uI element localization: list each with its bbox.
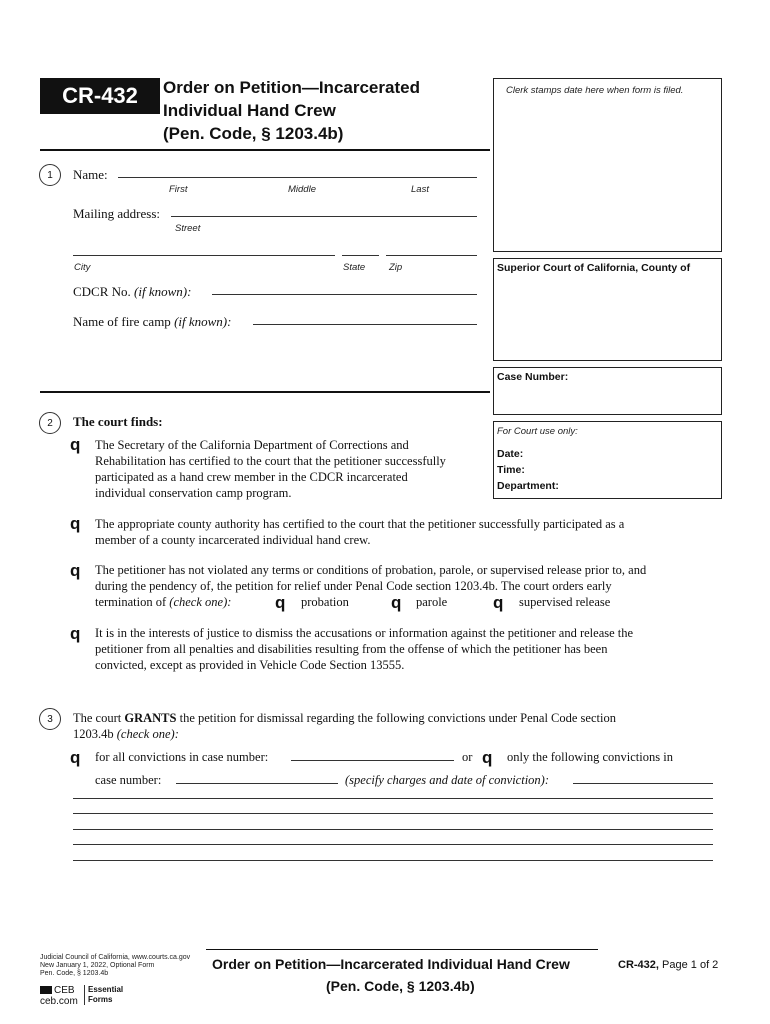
finding-2-checkbox[interactable]: q: [70, 514, 81, 533]
cdcr-input[interactable]: [212, 294, 477, 295]
finding-3-line1: The petitioner has not violated any terms or conditions of probation, parole, or supervised release prior to, and: [95, 563, 647, 577]
essential-forms-logo: [84, 985, 123, 1005]
footer-form-number: CR-432,: [618, 959, 659, 971]
name-input[interactable]: [118, 177, 477, 178]
probation-label: probation: [301, 595, 349, 609]
finding-3-checkbox[interactable]: q: [70, 561, 81, 580]
case-number-label: Case Number:: [497, 371, 569, 383]
finding-4-checkbox[interactable]: q: [70, 624, 81, 643]
finding-2-text: [95, 516, 715, 548]
name-label: Name:: [73, 167, 108, 182]
state-input[interactable]: [342, 255, 379, 256]
mailing-address-label: Mailing address:: [73, 206, 161, 221]
supervised-release-checkbox[interactable]: q: [493, 593, 504, 612]
finding-1-line1: The Secretary of the California Department of Corrections and: [95, 438, 409, 452]
all-convictions-label: for all convictions in case number:: [95, 750, 269, 764]
header-divider: [40, 149, 490, 151]
case-number-line-label: case number:: [95, 773, 162, 787]
finding-2-line2: member of a county incarcerated individual hand crew.: [95, 533, 371, 547]
grants-check-one: (check one):: [116, 727, 179, 741]
court-use-date: Date:: [497, 448, 524, 460]
finding-4-line3: convicted, except as provided in Vehicle Code Section 13555.: [95, 658, 405, 672]
grants-text: [73, 710, 713, 742]
form-title-line2: Individual Hand Crew: [163, 101, 336, 120]
parole-label: parole: [416, 595, 448, 609]
section-2-number: 2: [39, 412, 61, 434]
form-title-line1: Order on Petition—Incarcerated: [163, 78, 420, 97]
middle-caption: Middle: [288, 184, 316, 195]
fire-camp-if-known: (if known):: [174, 314, 232, 329]
finding-3-termination-prefix: termination of: [95, 595, 167, 609]
probation-checkbox[interactable]: q: [275, 593, 286, 612]
specify-charges-input[interactable]: [573, 783, 713, 784]
court-use-label: For Court use only:: [497, 426, 578, 437]
jc-line2: New January 1, 2022, Optional Form: [40, 962, 155, 969]
section-1-divider: [40, 391, 490, 393]
zip-caption: Zip: [389, 262, 403, 273]
all-convictions-case-input[interactable]: [291, 760, 454, 761]
first-caption: First: [169, 184, 188, 195]
forms-text: Forms: [88, 995, 113, 1004]
form-title: [163, 76, 420, 145]
city-caption: City: [74, 262, 91, 273]
only-following-checkbox[interactable]: q: [482, 748, 493, 767]
all-convictions-checkbox[interactable]: q: [70, 748, 81, 767]
finding-1-line3: participated as a hand crew member in the CDCR incarcerated: [95, 470, 408, 484]
cdcr-label-text: CDCR No.: [73, 284, 131, 299]
cdcr-label: [73, 284, 191, 300]
charges-line-4[interactable]: [73, 844, 713, 845]
finding-4-line1: It is in the interests of justice to dismiss the accusations or information against the petitioner and release the: [95, 626, 634, 640]
specific-case-number-input[interactable]: [176, 783, 338, 784]
footer-divider: [206, 949, 598, 950]
superior-court-box[interactable]: [493, 258, 722, 361]
finding-1-line4: individual conservation camp program.: [95, 486, 292, 500]
superior-court-label: Superior Court of California, County of: [497, 262, 691, 274]
grants-section: 1203.4b: [73, 727, 114, 741]
ceb-logo-mark: [40, 985, 78, 996]
jc-line3: Pen. Code, § 1203.4b: [40, 970, 109, 977]
grants-pre: The court: [73, 711, 122, 725]
finding-1-line2: Rehabilitation has certified to the court that the petitioner successfully: [95, 454, 446, 468]
charges-line-1[interactable]: [73, 798, 713, 799]
footer-title-line1: Order on Petition—Incarcerated Individual Hand Crew: [212, 956, 570, 972]
ceb-logo-text: CEB: [54, 985, 75, 996]
or-label: or: [462, 750, 473, 764]
grants-line1: [73, 710, 713, 726]
judicial-council-info: [40, 954, 190, 978]
parole-checkbox[interactable]: q: [391, 593, 402, 612]
ceb-site: ceb.com: [40, 996, 78, 1007]
clerk-stamp-box: [493, 78, 722, 252]
fire-camp-label: [73, 314, 231, 330]
footer-page-number: Page 1 of 2: [662, 959, 719, 971]
court-use-box: [493, 421, 722, 499]
section-1-number: 1: [39, 164, 61, 186]
street-input[interactable]: [171, 216, 477, 217]
finding-4-text: [95, 625, 715, 673]
form-title-line3: (Pen. Code, § 1203.4b): [163, 124, 344, 143]
section-3-number: 3: [39, 708, 61, 730]
cdcr-if-known: (if known):: [134, 284, 192, 299]
finding-2-line1: The appropriate county authority has certified to the court that the petitioner successfully participated as a: [95, 517, 625, 531]
case-number-box[interactable]: [493, 367, 722, 415]
jc-line1: Judicial Council of California, www.courts.ca.gov: [40, 954, 191, 961]
grants-line2: [73, 726, 713, 742]
finding-4-line2: petitioner from all penalties and disabilities resulting from the offense of which the petitioner has been: [95, 642, 608, 656]
street-caption: Street: [175, 223, 201, 234]
footer-page-info: [618, 959, 718, 971]
court-finds-heading: The court finds:: [73, 414, 163, 429]
charges-line-3[interactable]: [73, 829, 713, 830]
footer-title-line2: (Pen. Code, § 1203.4b): [326, 978, 475, 994]
city-input[interactable]: [73, 255, 335, 256]
finding-1-text: [95, 437, 490, 501]
fire-camp-input[interactable]: [253, 324, 477, 325]
grants-bold: GRANTS: [124, 711, 177, 725]
specify-charges-label: (specify charges and date of conviction):: [345, 773, 549, 787]
only-following-label: only the following convictions in: [507, 750, 673, 764]
state-caption: State: [343, 262, 366, 273]
form-number-badge: CR-432: [40, 78, 160, 114]
finding-3-line2: during the pendency of, the petition for relief under Penal Code section 1203.4b. The court orders early: [95, 579, 612, 593]
charges-line-2[interactable]: [73, 813, 713, 814]
court-use-time: Time:: [497, 464, 525, 476]
fire-camp-label-text: Name of fire camp: [73, 314, 171, 329]
last-caption: Last: [411, 184, 429, 195]
clerk-stamp-label: Clerk stamps date here when form is filed.: [506, 85, 684, 96]
charges-line-5[interactable]: [73, 860, 713, 861]
zip-input[interactable]: [386, 255, 477, 256]
court-use-department: Department:: [497, 480, 559, 492]
essential-text: Essential: [88, 985, 124, 994]
ceb-logo: [40, 985, 78, 1007]
supervised-release-label: supervised release: [519, 595, 611, 609]
finding-3-line3: [95, 594, 715, 610]
finding-1-checkbox[interactable]: q: [70, 435, 81, 454]
finding-3-check-one: (check one):: [169, 595, 232, 609]
grants-post: the petition for dismissal regarding the following convictions under Penal Code section: [179, 711, 616, 725]
finding-3-text: [95, 562, 715, 610]
